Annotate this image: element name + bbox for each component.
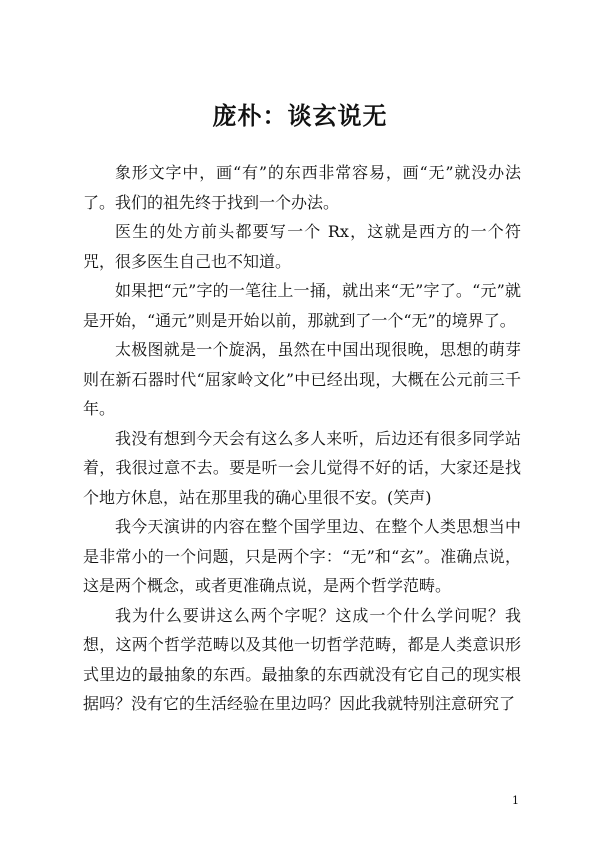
paragraph-5: 我没有想到今天会有这么多人来听，后边还有很多同学站着，我很过意不去。要是听一会儿觉得不好的话，大家还是找个地方休息，站在那里我的确心里很不安。(笑声) [83, 428, 521, 507]
paragraph-4: 太极图就是一个旋涡，虽然在中国出现很晚，思想的萌芽则在新石器时代“屈家岭文化”中已经出现，大概在公元前三千年。 [83, 340, 521, 418]
paragraph-2: 医生的处方前头都要写一个 Rx，这就是西方的一个符咒，很多医生自己也不知道。 [83, 222, 521, 271]
page-title: 庞朴：谈玄说无 [212, 101, 388, 130]
body-text [83, 158, 521, 719]
paragraph-7: 我为什么要讲这么两个字呢？这成一个什么学问呢？我想，这两个哲学范畴以及其他一切哲学范畴，都是人类意识形式里边的最抽象的东西。最抽象的东西就没有它自己的现实根据吗？没有它的生活经验在里边吗？因此我就特别注意研究了 [83, 605, 521, 713]
paragraph-1: 象形文字中，画“有”的东西非常容易，画“无”就没办法了。我们的祖先终于找到一个办法。 [83, 163, 521, 212]
paragraph-6: 我今天演讲的内容在整个国学里边、在整个人类思想当中是非常小的一个问题，只是两个字：“无”和“玄”。准确点说，这是两个概念，或者更准确点说，是两个哲学范畴。 [83, 517, 521, 595]
page-number: 1 [512, 794, 519, 807]
paragraph-3: 如果把“元”字的一笔往上一捅，就出来“无”字了。“元”就是开始，“通元”则是开始以前，那就到了一个“无”的境界了。 [83, 281, 521, 330]
